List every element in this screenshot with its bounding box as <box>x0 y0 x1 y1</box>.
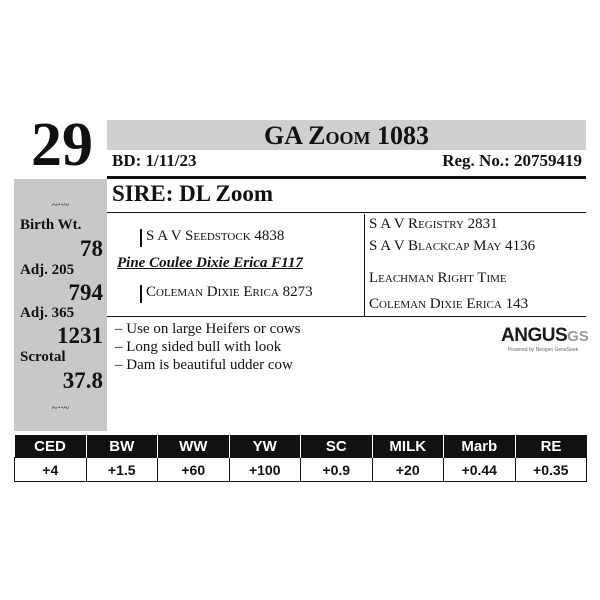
lot-number: 29 <box>31 111 93 179</box>
epd-value-ced: +4 <box>15 458 87 482</box>
stat-value-adj-365: 1231 <box>57 323 103 348</box>
logo-subtitle: Powered by Neogen GeneSeek <box>507 347 579 353</box>
stat-label-scrotal: Scrotal <box>20 349 66 365</box>
ornament-top-icon: ~∙∙~ <box>51 199 70 211</box>
epd-header-re: RE <box>515 435 587 458</box>
epd-header-yw: YW <box>229 435 301 458</box>
epd-value-yw: +100 <box>229 458 301 482</box>
epd-header-bw: BW <box>86 435 158 458</box>
epd-value-ww: +60 <box>158 458 230 482</box>
epd-table <box>14 435 587 482</box>
animal-name-prefix: GA Z <box>264 121 326 150</box>
stat-value-adj-205: 794 <box>68 280 103 305</box>
ornament-bottom-icon: ~∙∙~ <box>51 402 70 414</box>
pedigree-dam-dam: Coleman Dixie Erica 8273 <box>146 284 313 300</box>
note-item: – Dam is beautiful udder cow <box>115 357 293 373</box>
pedigree-dam-grandsire: Leachman Right Time <box>369 270 507 286</box>
pedigree-divider <box>364 214 365 316</box>
animal-name <box>107 120 586 152</box>
pedigree-dam-granddam: Coleman Dixie Erica 143 <box>369 296 529 312</box>
epd-value-milk: +20 <box>372 458 444 482</box>
note-item: – Use on large Heifers or cows <box>115 321 301 337</box>
epd-value-bw: +1.5 <box>86 458 158 482</box>
pedigree-dam-sire: S A V Seedstock 4838 <box>146 228 285 244</box>
epd-header-ced: CED <box>15 435 87 458</box>
epd-value-marb: +0.44 <box>444 458 516 482</box>
stat-label-adj-365: Adj. 365 <box>20 305 75 321</box>
divider <box>107 176 586 179</box>
birth-date: BD: 1/11/23 <box>112 151 197 170</box>
epd-value-re: +0.35 <box>515 458 587 482</box>
logo-suffix-text: GS <box>567 328 589 345</box>
pedigree-sire-dam: S A V Blackcap May 4136 <box>369 238 536 254</box>
animal-name-suffix: 1083 <box>370 121 429 150</box>
stat-value-birth-wt: 78 <box>80 236 103 261</box>
divider <box>107 212 586 213</box>
epd-header-sc: SC <box>301 435 373 458</box>
epd-value-sc: +0.9 <box>301 458 373 482</box>
epd-header-marb: Marb <box>444 435 516 458</box>
pedigree-dam: Pine Coulee Dixie Erica F117 <box>117 255 303 271</box>
stat-value-scrotal: 37.8 <box>62 368 103 393</box>
pedigree-sire-sire: S A V Registry 2831 <box>369 216 498 232</box>
epd-header-milk: MILK <box>372 435 444 458</box>
epd-value-row <box>15 458 587 482</box>
angus-gs-logo <box>501 325 589 360</box>
epd-header-row <box>15 435 587 458</box>
sire-line: SIRE: DL Zoom <box>112 181 274 206</box>
stat-label-adj-205: Adj. 205 <box>20 262 75 278</box>
registration-number: Reg. No.: 20759419 <box>442 151 582 170</box>
logo-wordmark <box>501 325 589 347</box>
divider <box>107 316 586 317</box>
pedigree-bracket <box>140 285 142 303</box>
logo-main-text: ANGUS <box>501 325 568 346</box>
epd-header-ww: WW <box>158 435 230 458</box>
stat-label-birth-wt: Birth Wt. <box>20 217 82 233</box>
pedigree-bracket <box>140 229 142 247</box>
note-item: – Long sided bull with look <box>115 339 282 355</box>
animal-name-smallcaps: oom <box>325 121 371 150</box>
